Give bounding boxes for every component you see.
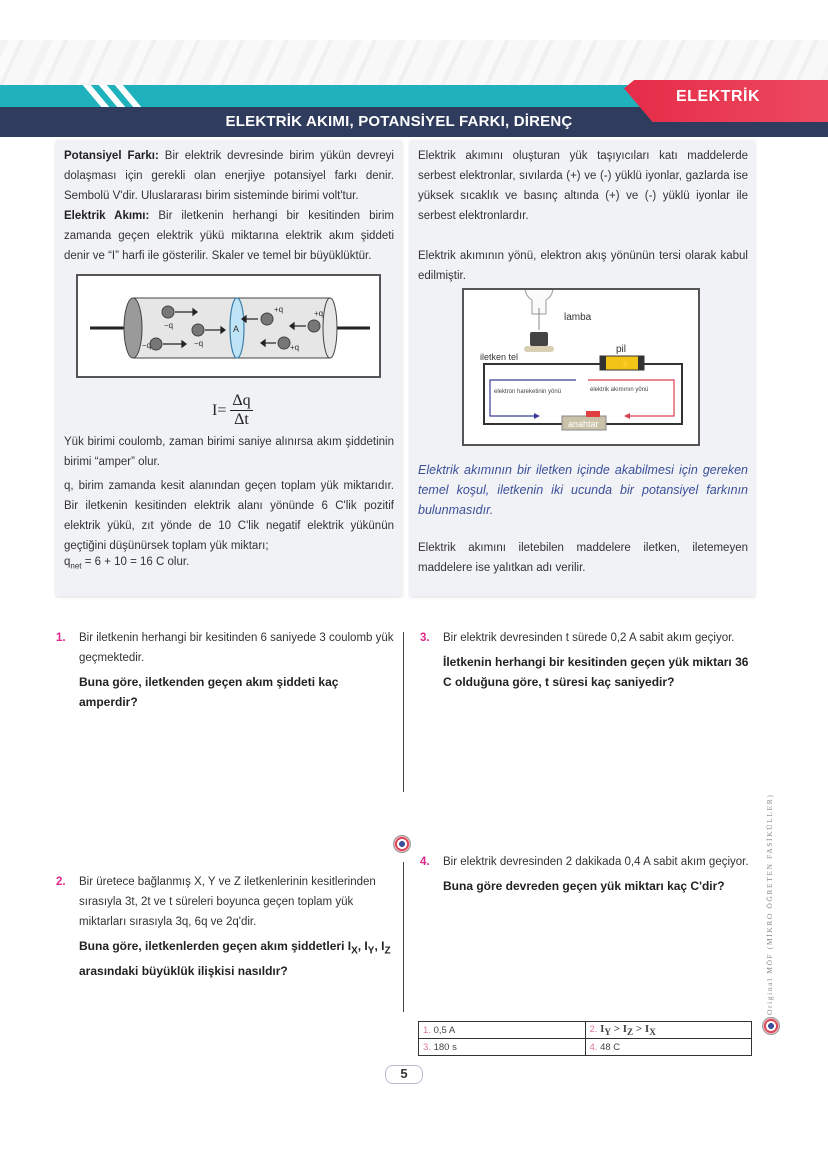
brand-vertical-label: Original MÖF (MİKRO ÖĞRETEN FASİKÜLLER) <box>765 793 774 1015</box>
ask-sep: , I <box>374 939 385 953</box>
answer-cell <box>585 1039 752 1056</box>
question-ask: Buna göre devreden geçen yük miktarı kaç C'dir? <box>443 879 725 893</box>
question-text: Bir üretece bağlanmış X, Y ve Z iletkenlerinin kesitlerinden sırasıyla 3t, 2t ve t süreleri boyunca geçen toplam yük miktarları sırasıyla 3q, 6q ve 2q'dir. <box>79 876 376 928</box>
answer-value: 180 s <box>433 1041 457 1053</box>
qnet-subscript: net <box>70 561 82 571</box>
svg-text:−q: −q <box>164 321 174 330</box>
current-direction-label: elektrik akımının yönü <box>590 387 649 393</box>
question-number: 1. <box>56 632 66 644</box>
switch-label: anahtar <box>568 419 599 429</box>
answer-row <box>419 1022 752 1039</box>
question-number: 3. <box>420 632 430 644</box>
answer-number: 4. <box>589 1041 598 1053</box>
lamp-label: lamba <box>564 312 592 323</box>
answer-value <box>600 1022 656 1038</box>
question-number: 4. <box>420 856 430 868</box>
term-electric-current: Elektrik Akımı: <box>64 210 150 222</box>
sub-z: Z <box>384 945 391 957</box>
question-ask <box>79 936 401 981</box>
answer-row <box>419 1039 752 1056</box>
qnet-equation <box>64 552 394 576</box>
answer-cell <box>585 1022 752 1039</box>
wire-label: iletken tel <box>480 352 519 362</box>
ans-part: I <box>600 1022 605 1035</box>
qnet-symbol: q <box>64 556 71 568</box>
svg-text:+q: +q <box>290 343 300 352</box>
question-4 <box>420 852 750 896</box>
definition-text: Bir elektrik devresinde birim yükün devreyi dolaşması için gerekli olan enerjiye potansiyel farkı denir. Sembolü V'dir. Uluslararası birim sisteminde birimi volt'tur. <box>64 150 394 202</box>
question-3 <box>420 628 760 692</box>
section-label: A <box>233 324 240 334</box>
svg-text:⚡: ⚡ <box>620 359 632 369</box>
circuit-figure <box>462 288 700 446</box>
unit-paragraph: Yük birimi coulomb, zaman birimi saniye alınırsa akım şiddetinin birimi “amper” olur. <box>64 436 394 468</box>
subject-tab-label: ELEKTRİK <box>676 88 760 105</box>
conductor-insulator-paragraph: Elektrik akımını iletebilen maddelere iletken, iletemeyen maddelere ise yalıtkan adı verilir. <box>418 542 748 574</box>
ans-sub: X <box>649 1027 656 1038</box>
answer-number: 1. <box>423 1024 431 1036</box>
header-stripes-decoration <box>88 85 148 107</box>
question-2 <box>56 872 401 981</box>
ask-end: arasındaki büyüklük ilişkisi nasıldır? <box>79 964 288 979</box>
conductor-figure <box>76 274 381 378</box>
answer-key-table <box>418 1021 752 1056</box>
question-ask: İletkenin herhangi bir kesitinden geçen yük miktarı 36 C olduğuna göre, t süresi kaç saniyedir? <box>443 655 749 689</box>
term-potential-difference: Potansiyel Farkı: <box>64 150 159 162</box>
formula-lhs: I= <box>212 401 227 419</box>
answer-number: 2. <box>589 1023 598 1035</box>
ask-text: Buna göre, iletkenlerden geçen akım şiddetleri I <box>79 939 352 953</box>
question-1 <box>56 628 396 712</box>
current-formula <box>212 392 253 429</box>
formula-numerator: Δq <box>232 392 251 409</box>
page-title: ELEKTRİK AKIMI, POTANSİYEL FARKI, DİRENÇ <box>225 113 573 130</box>
formula-denominator: Δt <box>234 411 249 428</box>
question-text: Bir elektrik devresinden 2 dakikada 0,4 A sabit akım geçiyor. <box>443 856 749 868</box>
info-panel-left <box>56 140 402 596</box>
electric-current-paragraph <box>64 206 394 266</box>
ans-part: > I <box>610 1022 628 1035</box>
battery-label: pil <box>616 344 627 355</box>
ask-sep: , I <box>357 939 368 953</box>
current-direction-paragraph: Elektrik akımının yönü, elektron akış yönünün tersi olarak kabul edilmiştir. <box>418 250 748 282</box>
brand-logo-icon <box>762 1017 780 1035</box>
answer-cell <box>419 1039 586 1056</box>
side-brand-text <box>765 793 777 1015</box>
formula-fraction <box>230 392 252 429</box>
svg-text:+q: +q <box>314 309 324 318</box>
ans-sub: Y <box>604 1027 611 1038</box>
potential-difference-paragraph <box>64 146 394 206</box>
svg-text:+q: +q <box>274 305 284 314</box>
ans-sub: Z <box>627 1027 634 1038</box>
info-panel-right <box>410 140 755 596</box>
svg-text:−q: −q <box>194 339 204 348</box>
question-number: 2. <box>56 876 66 888</box>
sub-x: X <box>351 945 358 957</box>
definition-text: Bir iletkenin herhangi bir kesitinden birim zamanda geçen elektrik yükü miktarına elektrik akım şiddeti denir ve “I” harfi ile gösterilir. Skaler ve temel bir büyüklüktür. <box>64 210 395 262</box>
net-charge-paragraph: q, birim zamanda kesit alanından geçen toplam yük miktarıdır. Bir iletkenin kesitinden elektrik alanı yönünde 6 C'lik pozitif elektrik yükü, zıt yönde de 10 C'lik negatif elektrik yükünün geçtiğini düşünürsek toplam yük miktarı; <box>64 480 394 552</box>
key-condition-highlight: Elektrik akımının bir iletken içinde akabilmesi için gereken temel koşul, iletkenin iki ucunda bir potansiyel farkının bulunmasıdır. <box>418 463 748 517</box>
svg-text:−q: −q <box>142 341 152 350</box>
question-ask: Buna göre, iletkenden geçen akım şiddeti kaç amperdir? <box>79 675 339 709</box>
sub-y: Y <box>367 945 375 957</box>
answer-value: 0,5 A <box>433 1024 456 1036</box>
conductor-charges-diagram <box>78 276 379 376</box>
question-text: Bir elektrik devresinden t sürede 0,2 A sabit akım geçiyor. <box>443 632 735 644</box>
qnet-value: = 6 + 10 = 16 C olur. <box>81 556 190 568</box>
column-divider <box>403 862 404 1012</box>
circuit-diagram <box>464 290 698 444</box>
answer-number: 3. <box>423 1041 431 1053</box>
brand-logo-icon <box>393 835 411 853</box>
answer-value: 48 C <box>600 1041 621 1053</box>
electron-direction-label: elektron hareketinin yönü <box>494 389 562 395</box>
answer-cell <box>419 1022 586 1039</box>
charge-carriers-paragraph: Elektrik akımını oluşturan yük taşıyıcıları katı maddelerde serbest elektronlar, sıvılarda (+) ve (-) yüklü iyonlar, gazlarda ise yüksek sıcaklık ve basınç altında (+) ve (-) yüklü iyonlar ile serbest elektronlardır. <box>418 150 748 222</box>
column-divider <box>403 632 404 792</box>
ans-part: > I <box>633 1022 650 1035</box>
page-number: 5 <box>385 1065 423 1084</box>
question-text: Bir iletkenin herhangi bir kesitinden 6 saniyede 3 coulomb yük geçmektedir. <box>79 632 394 664</box>
